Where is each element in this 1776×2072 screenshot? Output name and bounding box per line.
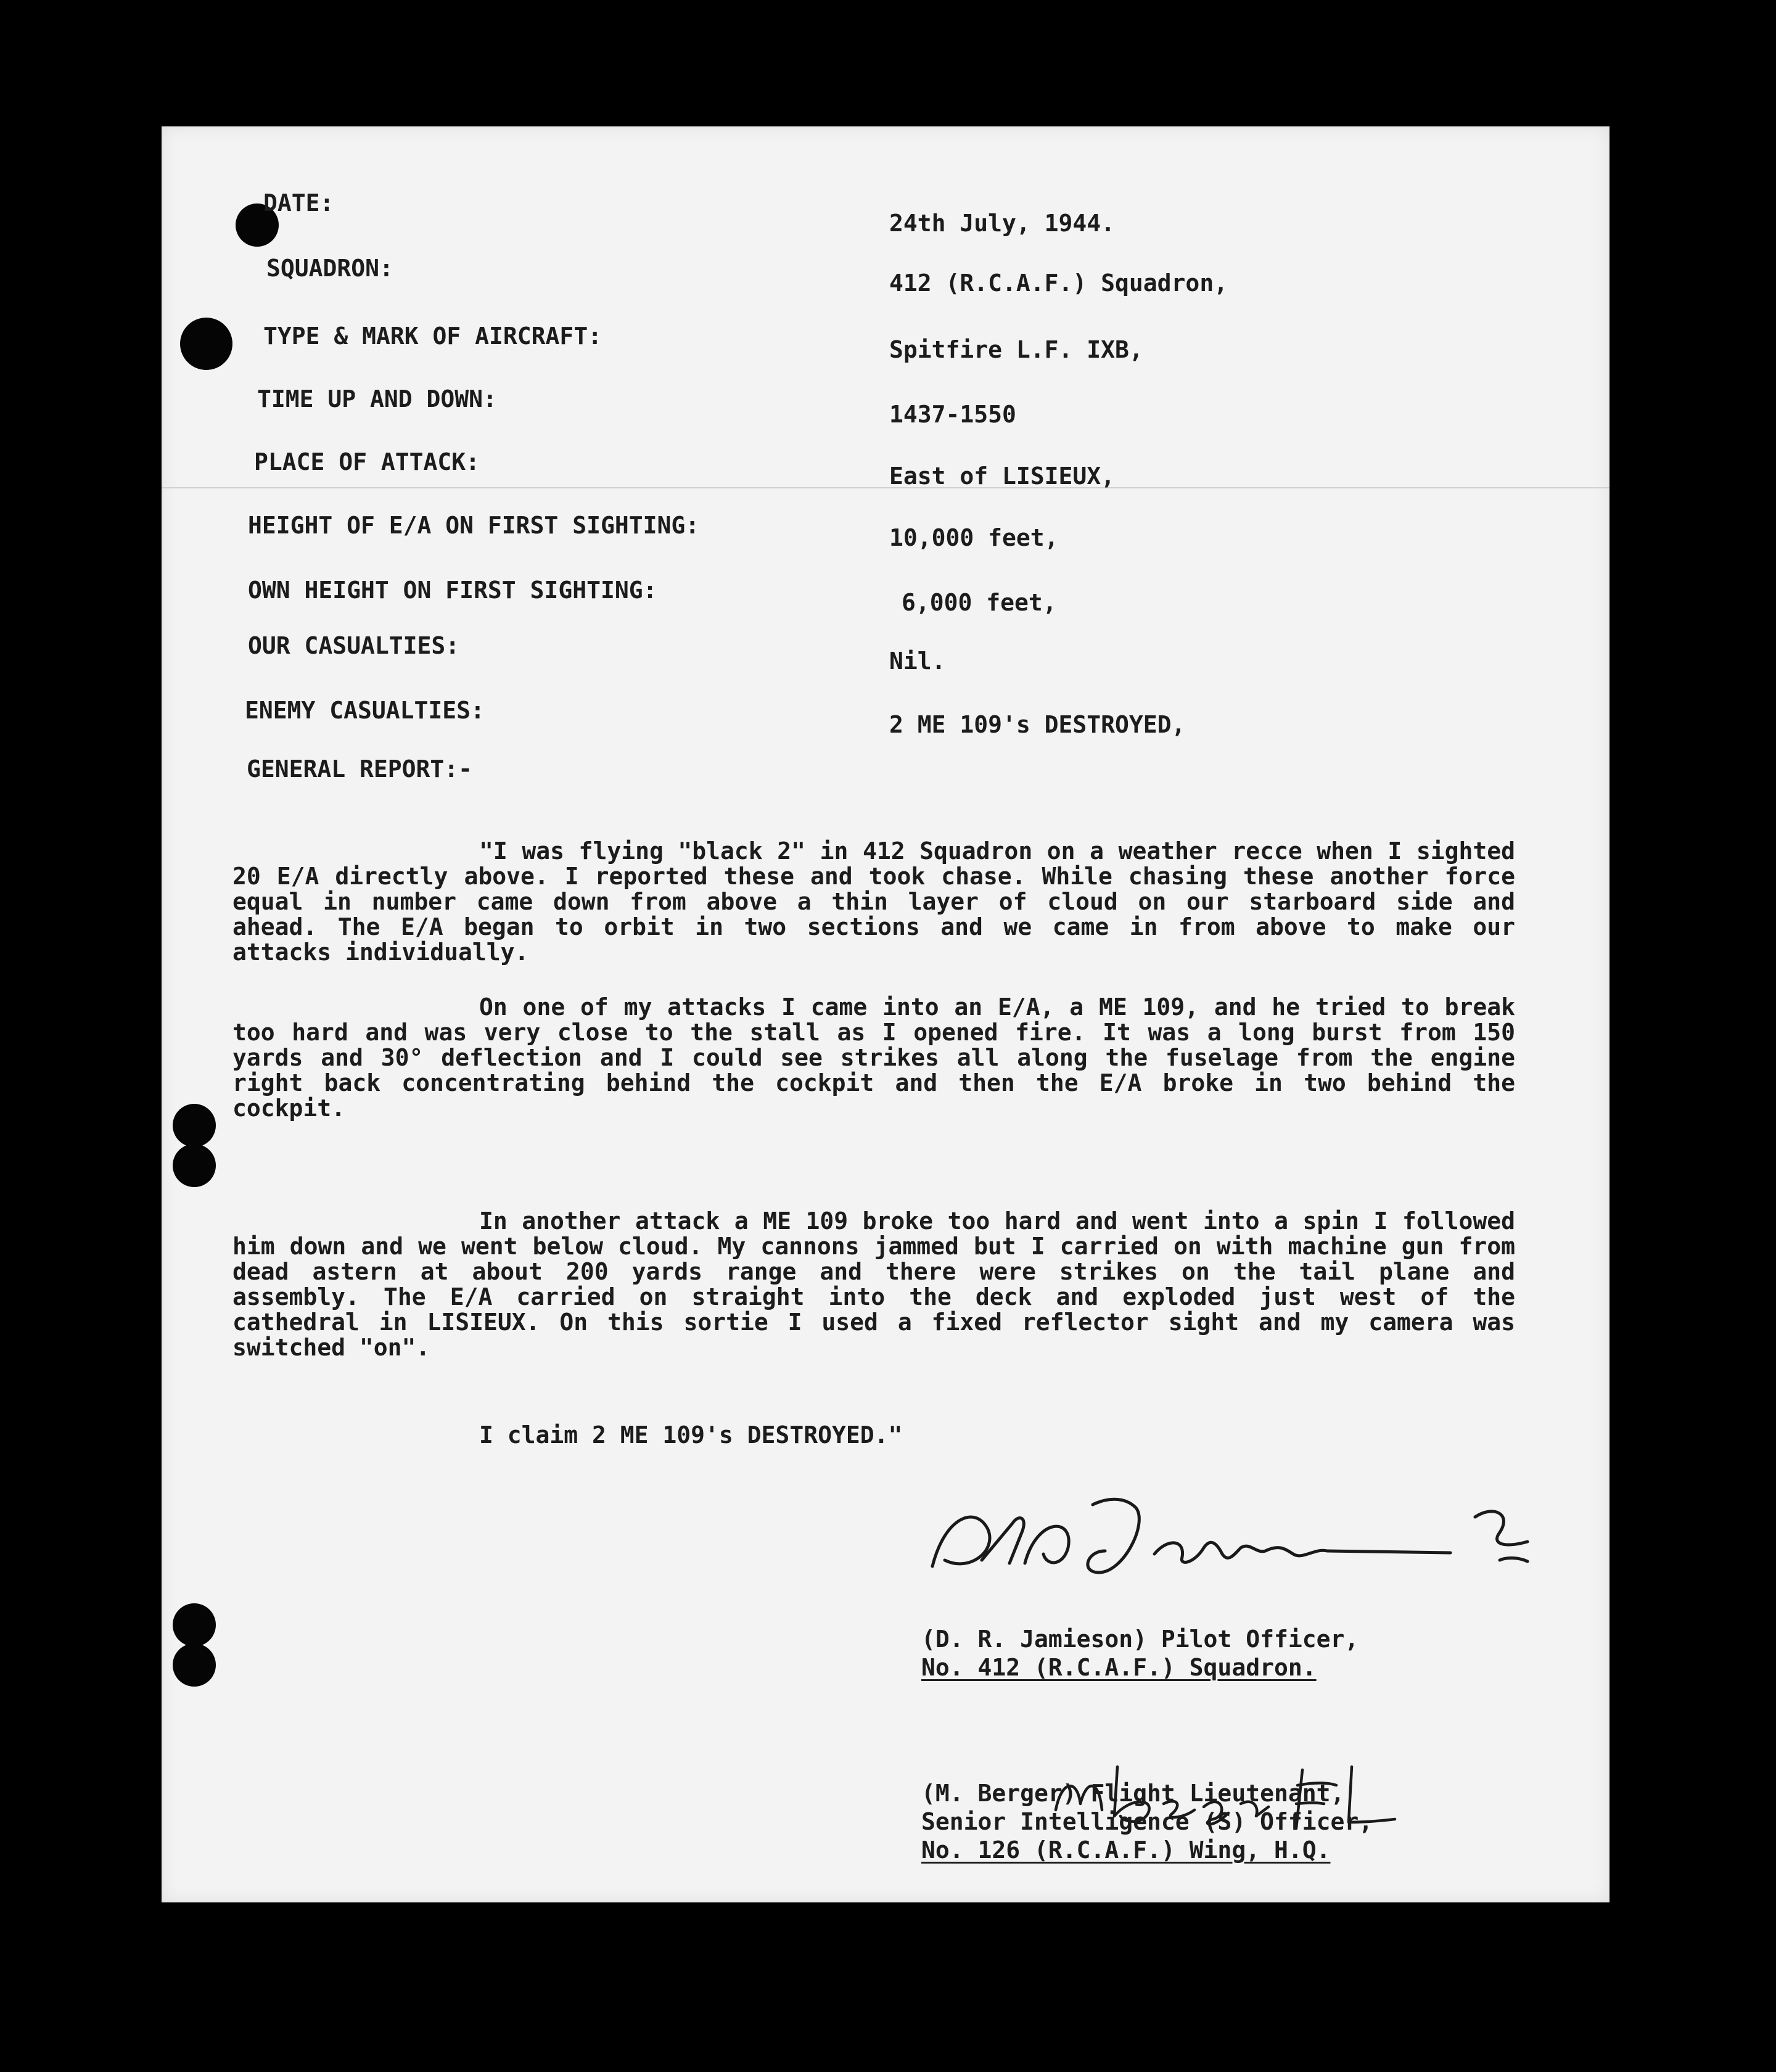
field-label-ea-height: HEIGHT OF E/A ON FIRST SIGHTING: xyxy=(248,512,700,539)
field-value-place: East of LISIEUX, xyxy=(889,462,1116,490)
punch-hole xyxy=(173,1144,216,1187)
document-sheet xyxy=(162,126,1610,1902)
field-label-date: DATE: xyxy=(263,189,334,216)
field-value-enemy-casualties: 2 ME 109's DESTROYED, xyxy=(889,711,1186,738)
field-label-squadron: SQUADRON: xyxy=(266,255,393,282)
report-paragraph-2: On one of my attacks I came into an E/A, a ME 109, and he tried to break too hard and was very close to the stall as I opened fire. It was a long burst from 150 yards and 30° deflection and I could see strikes all along the fuselage from the engine right back concentrating behind the cockpit and then the E/A broke in two behind the cockpit. xyxy=(232,993,1529,1122)
pilot-signature-block xyxy=(921,1625,1359,1682)
report-paragraph-1: "I was flying "black 2" in 412 Squadron on a weather recce when I sighted 20 E/A directly above. I reported these and took chase. While chasing these another force equal in number came down from above a thin layer of cloud on our starboard side and ahead. The E/A began to orbit in two sections and we came in from above to make our attacks individually. xyxy=(232,837,1529,966)
pilot-name-rank: (D. R. Jamieson) Pilot Officer, xyxy=(921,1626,1359,1653)
punch-hole xyxy=(180,318,232,370)
punch-hole xyxy=(173,1603,216,1646)
field-value-aircraft: Spitfire L.F. IXB, xyxy=(889,336,1143,363)
punch-hole xyxy=(173,1643,216,1687)
field-value-squadron: 412 (R.C.A.F.) Squadron, xyxy=(889,269,1228,297)
pilot-signature xyxy=(920,1480,1555,1585)
field-value-time: 1437-1550 xyxy=(889,401,1016,428)
intel-officer-wing: No. 126 (R.C.A.F.) Wing, H.Q. xyxy=(921,1836,1331,1864)
field-value-date: 24th July, 1944. xyxy=(889,210,1116,237)
field-label-our-casualties: OUR CASUALTIES: xyxy=(248,632,460,659)
field-label-time: TIME UP AND DOWN: xyxy=(257,385,497,413)
intel-officer-name-rank: (M. Berger) Flight Lieutenant, xyxy=(921,1780,1345,1807)
field-label-enemy-casualties: ENEMY CASUALTIES: xyxy=(245,697,485,724)
field-label-general-report: GENERAL REPORT:- xyxy=(247,755,473,783)
field-label-own-height: OWN HEIGHT ON FIRST SIGHTING: xyxy=(248,577,657,604)
punch-hole xyxy=(173,1104,216,1147)
field-label-place: PLACE OF ATTACK: xyxy=(254,448,480,475)
field-value-our-casualties: Nil. xyxy=(889,648,946,675)
claim-line: I claim 2 ME 109's DESTROYED." xyxy=(479,1421,903,1449)
report-paragraph-3: In another attack a ME 109 broke too hard and went into a spin I followed him down and we went below cloud. My cannons jammed but I carried on with machine gun from dead astern at about 200 yards range and there were strikes on the tail plane and assembly. The E/A carried on straight into the deck and exploded just west of the cathedral in LISIEUX. On this sortie I used a fixed reflector sight and my camera was switched "on". xyxy=(232,1207,1529,1361)
paper-fold xyxy=(162,487,1610,488)
field-value-ea-height: 10,000 feet, xyxy=(889,524,1059,551)
intel-officer-title: Senior Intelligence (S) Officer, xyxy=(921,1808,1373,1835)
pilot-squadron: No. 412 (R.C.A.F.) Squadron. xyxy=(921,1654,1317,1681)
field-value-own-height: 6,000 feet, xyxy=(902,589,1057,616)
field-label-aircraft: TYPE & MARK OF AIRCRAFT: xyxy=(263,323,602,350)
intel-officer-signature-block xyxy=(921,1779,1373,1864)
